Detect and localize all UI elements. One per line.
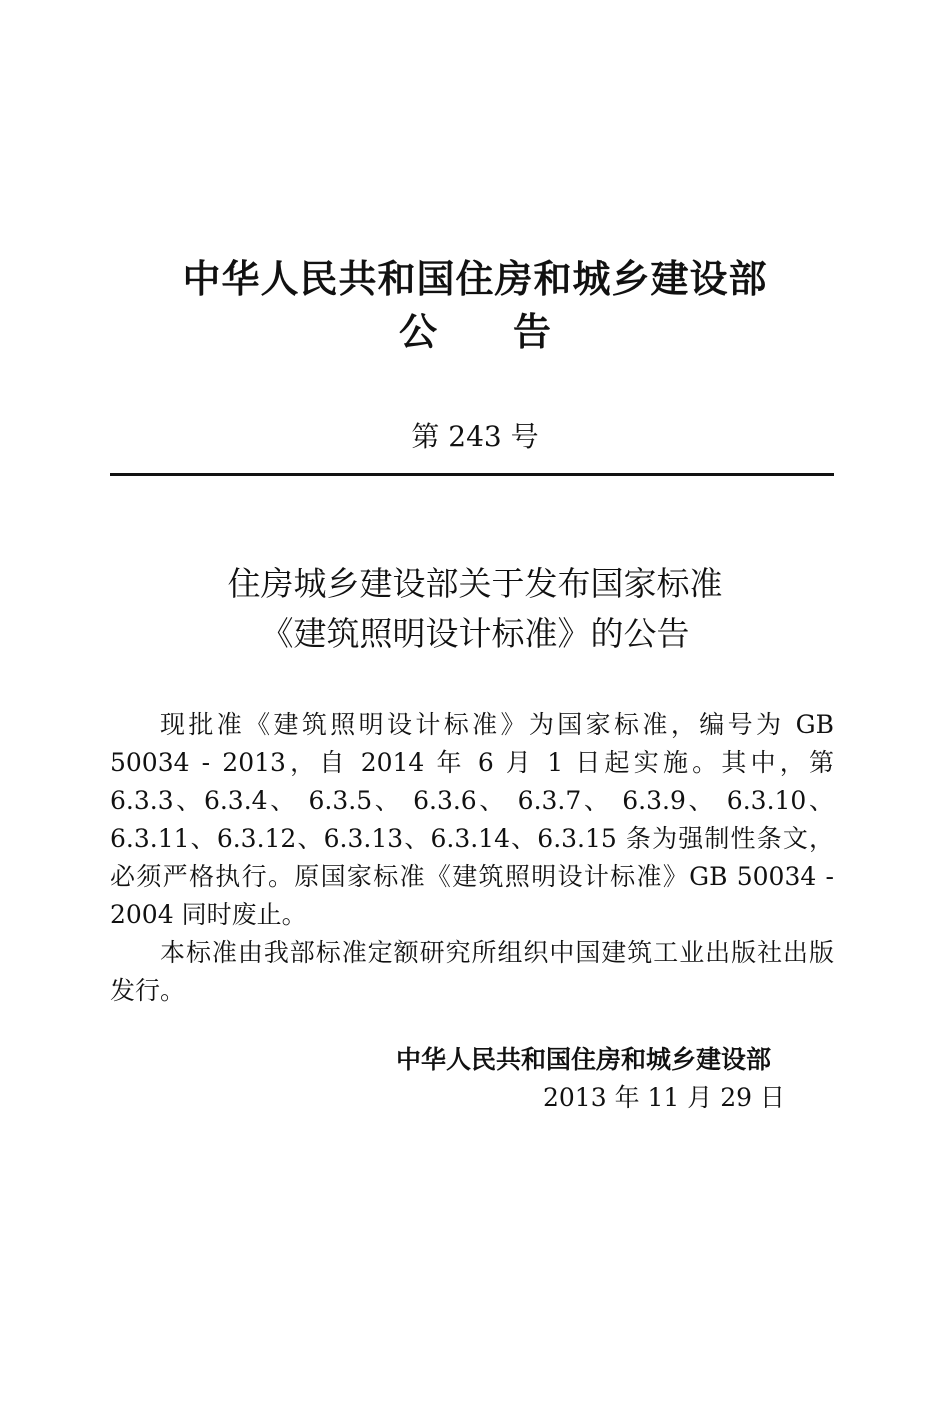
notice-title-line-2: 《建筑照明设计标准》的公告 — [260, 614, 690, 653]
body-paragraph-1: 现批准《建筑照明设计标准》为国家标准，编号为 GB 50034 - 2013，自 2014 年 6 月 1 日起实施。其中，第 6.3.3、6.3.4、 6.3.5、 6.3.6、 6.3.7、 6.3.9、 6.3.10、 6.3.11、6.3.12、6.3.13、6.3.14、6.3.15 条为强制性条文，必须严格执行。原国家标准《建筑照明设计标准》GB 50034 - 2004 同时废止。 — [110, 710, 834, 929]
issuing-organization-title: 中华人民共和国住房和城乡建设部 — [182, 257, 768, 301]
notice-title-line-1: 住房城乡建设部关于发布国家标准 — [227, 564, 723, 603]
header-divider — [110, 473, 834, 476]
announcement-number: 第 243 号 — [411, 420, 539, 453]
signing-organization: 中华人民共和国住房和城乡建设部 — [396, 1045, 772, 1074]
body-paragraph-2: 本标准由我部标准定额研究所组织中国建筑工业出版社出版发行。 — [110, 938, 834, 1005]
signing-date: 2013 年 11 月 29 日 — [543, 1083, 785, 1112]
document-type-heading: 公告 — [398, 310, 627, 354]
